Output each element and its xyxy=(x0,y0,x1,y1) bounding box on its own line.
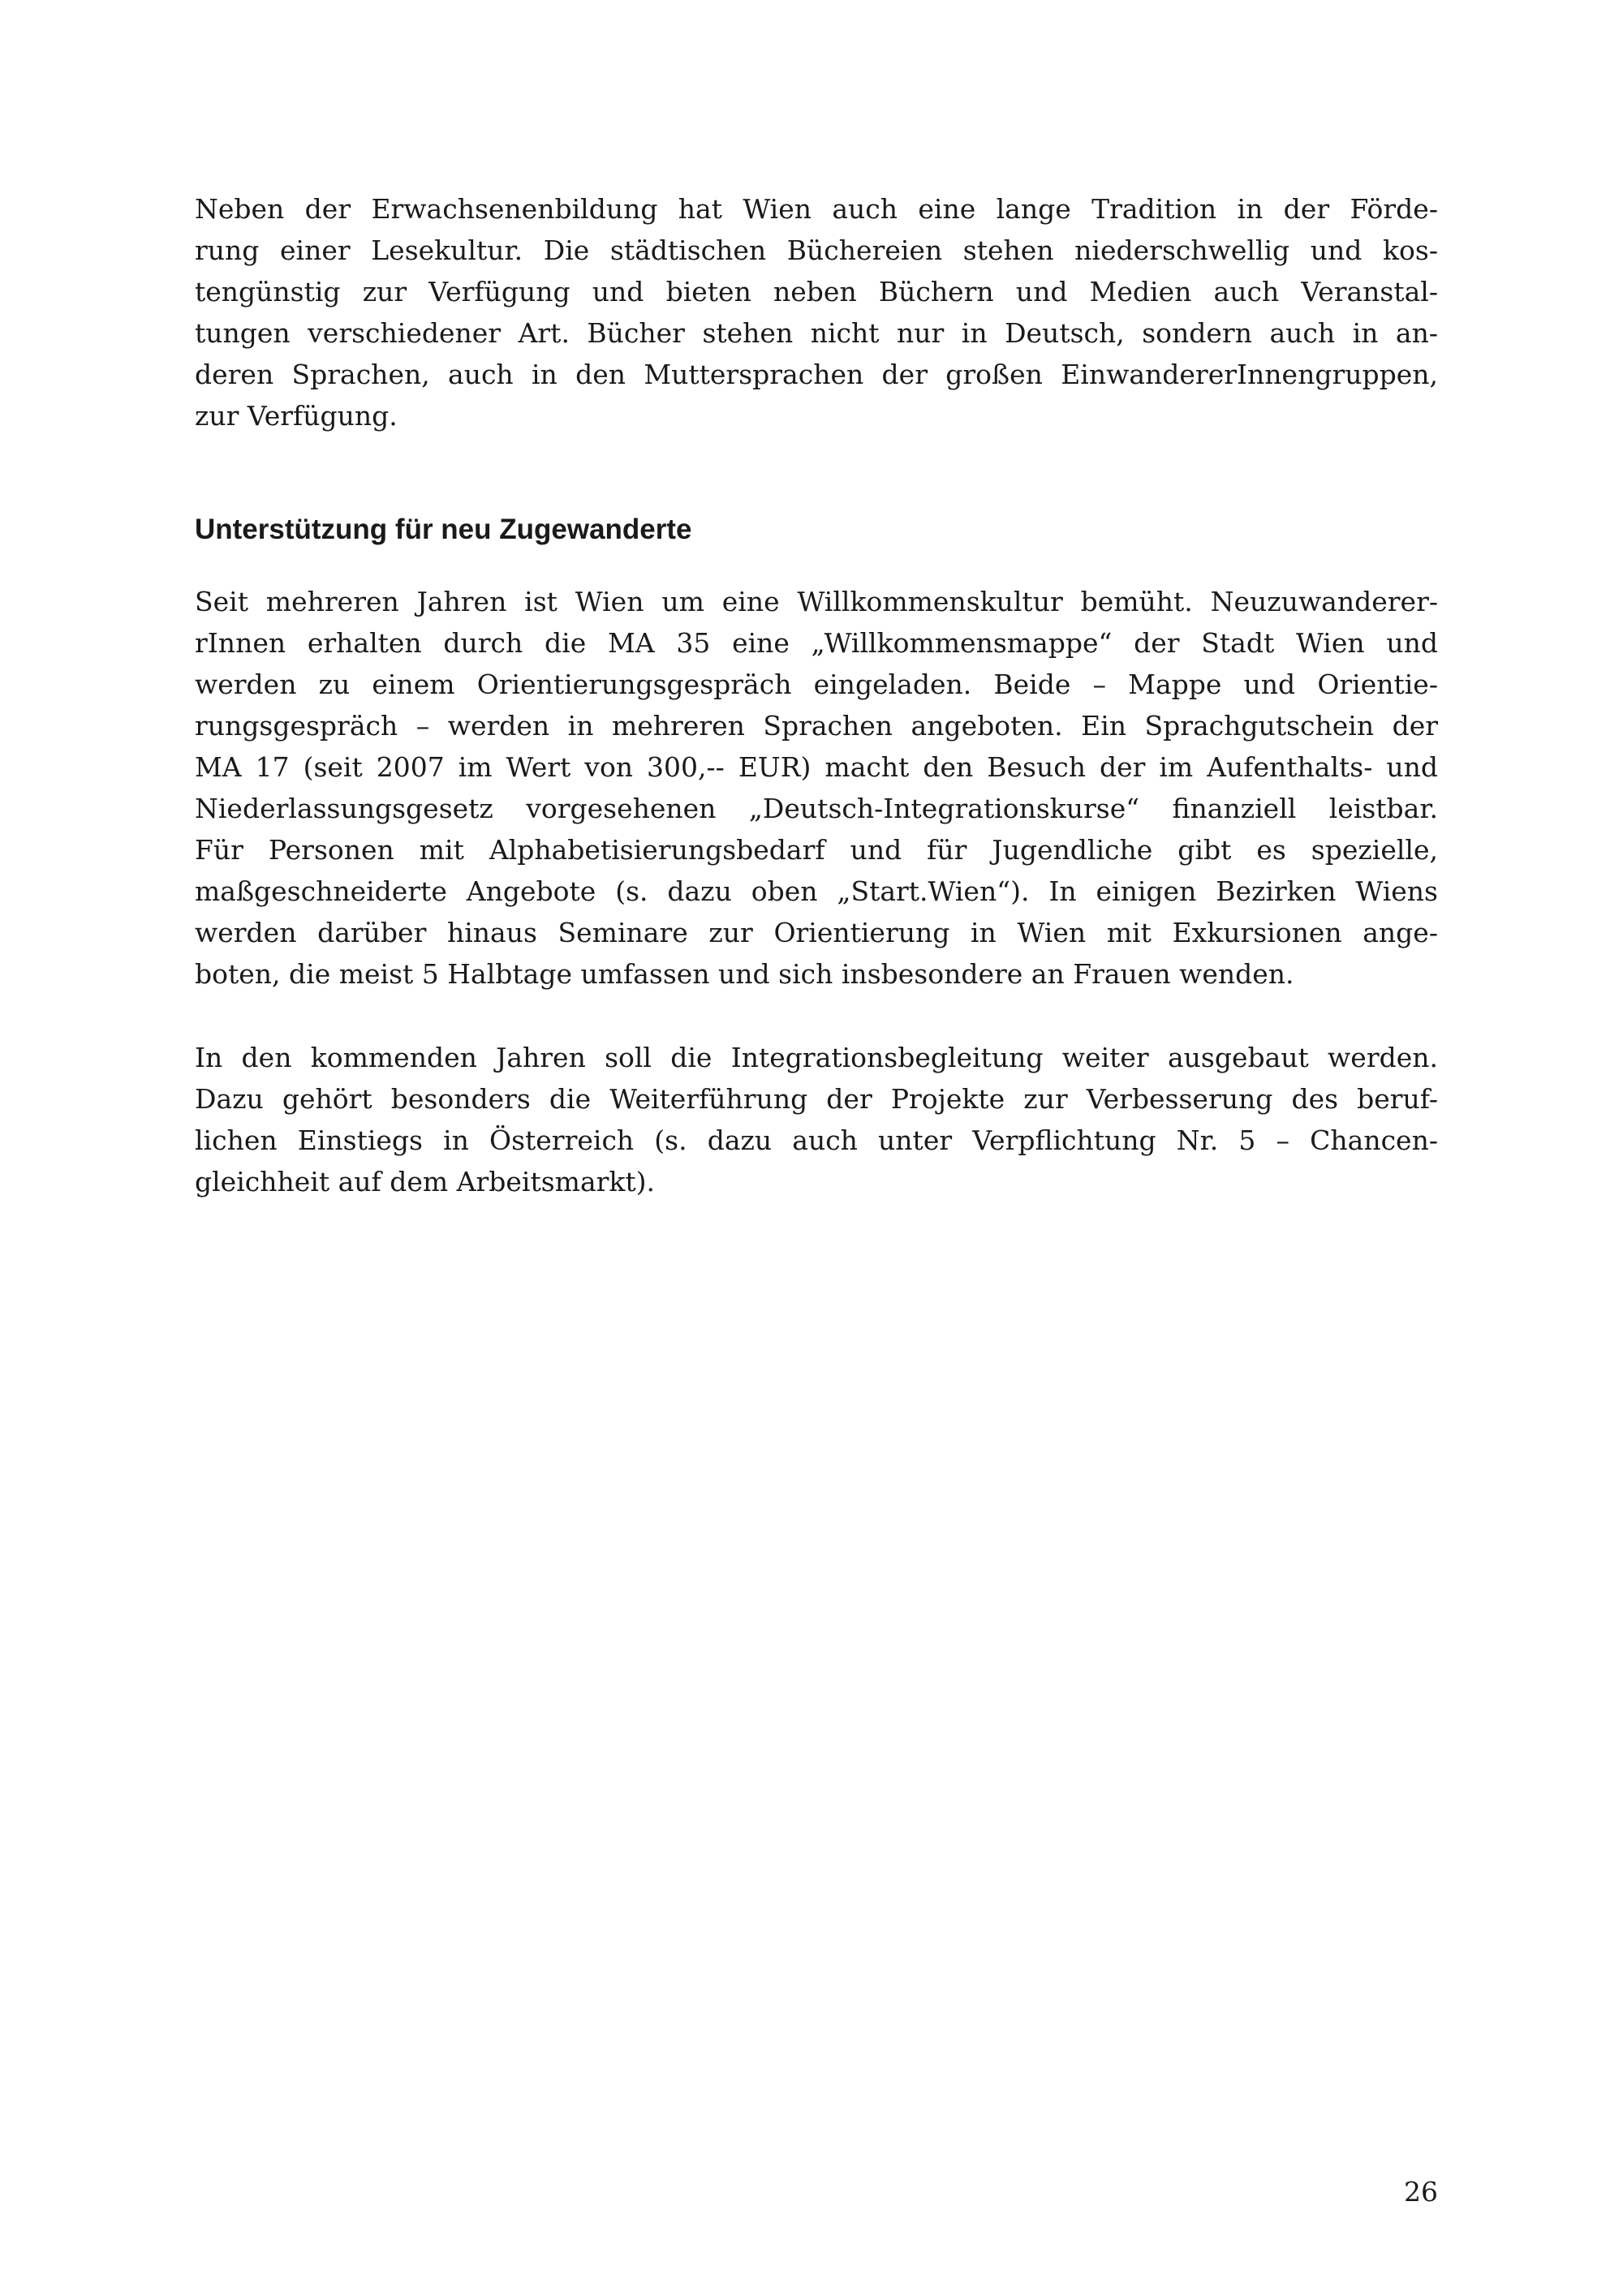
paragraph-line: In den kommenden Jahren soll die Integrationsbegleitung weiter ausgebaut werden. xyxy=(195,1042,1438,1073)
paragraph-line: rInnen erhalten durch die MA 35 eine „Willkommensmappe“ der Stadt Wien und xyxy=(195,627,1438,659)
paragraph-reading-culture xyxy=(195,188,1438,436)
paragraph-line: gleichheit auf dem Arbeitsmarkt). xyxy=(195,1166,656,1197)
paragraph-integration-support xyxy=(195,1037,1438,1202)
paragraph-line: werden zu einem Orientierungsgespräch eingeladen. Beide – Mappe und Orientie- xyxy=(195,669,1438,700)
paragraph-line: MA 17 (seit 2007 im Wert von 300,-- EUR) macht den Besuch der im Aufenthalts- und xyxy=(195,751,1438,783)
paragraph-line: werden darüber hinaus Seminare zur Orientierung in Wien mit Exkursionen ange- xyxy=(195,917,1438,948)
paragraph-line: maßgeschneiderte Angebote (s. dazu oben „Start.Wien“). In einigen Bezirken Wiens xyxy=(195,875,1438,907)
section-heading: Unterstützung für neu Zugewanderte xyxy=(195,514,692,545)
page-body xyxy=(195,188,1438,1202)
paragraph-line: tengünstig zur Verfügung und bieten neben Büchern und Medien auch Veranstal- xyxy=(195,276,1438,307)
paragraph-line: boten, die meist 5 Halbtage umfassen und sich insbesondere an Frauen wenden. xyxy=(195,958,1294,990)
paragraph-line: tungen verschiedener Art. Bücher stehen nicht nur in Deutsch, sondern auch in an- xyxy=(195,317,1438,349)
paragraph-line: deren Sprachen, auch in den Muttersprachen der großen EinwandererInnengruppen, xyxy=(195,359,1438,390)
page-number: 26 xyxy=(1404,2176,1438,2208)
paragraph-line: Für Personen mit Alphabetisierungsbedarf und für Jugendliche gibt es spezielle, xyxy=(195,834,1438,866)
paragraph-line: Niederlassungsgesetz vorgesehenen „Deutsch-Integrationskurse“ finanziell leistbar. xyxy=(195,793,1438,824)
paragraph-line: rungsgespräch – werden in mehreren Sprachen angeboten. Ein Sprachgutschein der xyxy=(195,710,1438,742)
paragraph-line: lichen Einstiegs in Österreich (s. dazu auch unter Verpflichtung Nr. 5 – Chancen- xyxy=(195,1124,1438,1156)
paragraph-line: rung einer Lesekultur. Die städtischen Büchereien stehen niederschwellig und kos- xyxy=(195,234,1438,266)
paragraph-line: zur Verfügung. xyxy=(195,400,398,432)
paragraph-welcome-culture xyxy=(195,581,1438,995)
paragraph-line: Dazu gehört besonders die Weiterführung der Projekte zur Verbesserung des beruf- xyxy=(195,1083,1438,1115)
paragraph-line: Neben der Erwachsenenbildung hat Wien auch eine lange Tradition in der Förde- xyxy=(195,193,1438,225)
paragraph-line: Seit mehreren Jahren ist Wien um eine Willkommenskultur bemüht. Neuzuwanderer- xyxy=(195,586,1438,617)
